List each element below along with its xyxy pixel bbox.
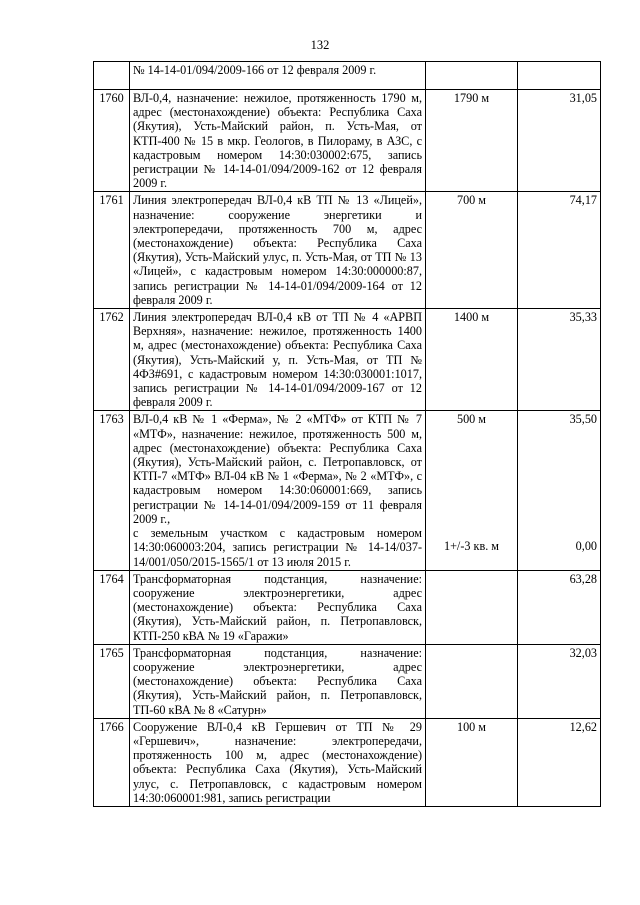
table-row [94, 570, 601, 644]
row-length: 700 м [426, 192, 518, 309]
table-row [94, 192, 601, 309]
row-description: Линия электропередач ВЛ-0,4 кВ от ТП № 4 «АРВП Верхняя», назначение: нежилое, протяженность 1400 м, адрес (местонахождение) объекта: Республика Саха (Якутия), Усть-Майский у, п. Усть-Мая, от ТП № 4ФЗ#691, с кадастровым номером 14:30:030001:1017, запись регистрации № 14-14-01/094/2009-167 от 12 февраля 2009 г. [130, 309, 426, 411]
row-value: 35,33 [518, 309, 601, 411]
row-number: 1762 [94, 309, 130, 411]
row-description: Линия электропередач ВЛ-0,4 кВ ТП № 13 «Лицей», назначение: сооружение энергетики и электропередачи, протяженность 700 м, адрес (местонахождение) объекта: Республика Саха (Якутия), Усть-Майский улус, п. Усть-Мая, от ТП № 13 «Лицей», с кадастровым номером 14:30:000000:87, запись регистрации № 14-14-01/094/2009-164 от 12 февраля 2009 г. [130, 192, 426, 309]
row-value [518, 411, 601, 570]
row-number: 1763 [94, 411, 130, 570]
row-length: 100 м [426, 718, 518, 806]
row-length [426, 570, 518, 644]
row-value [518, 62, 601, 90]
row-number [94, 62, 130, 90]
row-value: 12,62 [518, 718, 601, 806]
table-row [94, 90, 601, 192]
row-value: 63,28 [518, 570, 601, 644]
row-number: 1766 [94, 718, 130, 806]
row-description: ВЛ-0,4, назначение: нежилое, протяженность 1790 м, адрес (местонахождение) объекта: Республика Саха (Якутия), Усть-Майский район, п. Усть-Мая, от КТП-400 № 15 в мкр. Геологов, в Пилораму, в АЗС, с кадастровым номером 14:30:030002:675, запись регистрации № 14-14-01/094/2009-162 от 12 февраля 2009 г. [130, 90, 426, 192]
row-number: 1765 [94, 644, 130, 718]
row-length [426, 411, 518, 570]
row-value: 31,05 [518, 90, 601, 192]
row-length [426, 644, 518, 718]
table-row [94, 62, 601, 90]
table-row [94, 718, 601, 806]
row-description: Сооружение ВЛ-0,4 кВ Гершевич от ТП № 29 «Гершевич», назначение: электропередачи, протяженность 100 м, адрес (местонахождение) объекта: Республика Саха (Якутия), Усть-Майский улус, с. Петропавловск, с кадастровым номером 14:30:060001:981, запись регистрации [130, 718, 426, 806]
row-value-part-1: 35,50 [569, 412, 597, 427]
row-value-part-2: 0,00 [575, 538, 597, 553]
row-number: 1764 [94, 570, 130, 644]
page-number: 132 [310, 38, 330, 52]
registry-table [93, 61, 601, 807]
table-row [94, 309, 601, 411]
row-description: № 14-14-01/094/2009-166 от 12 февраля 2009 г. [130, 62, 426, 90]
row-length: 1790 м [426, 90, 518, 192]
row-description: Трансформаторная подстанция, назначение: сооружение электроэнергетики, адрес (местонахождение) объекта: Республика Саха (Якутия), Усть-Майский район, п. Петропавловск, КТП-250 кВА № 19 «Гаражи» [130, 570, 426, 644]
row-length-part-1: 500 м [456, 412, 487, 427]
row-length-part-2: 1+/-3 кв. м [443, 538, 500, 553]
table-row [94, 411, 601, 570]
row-description-part-2: с земельным участком с кадастровым номером 14:30:060003:204, запись регистрации № 14-14/037-14/001/050/2015-1565/1 от 13 июля 2015 г. [133, 526, 422, 569]
row-length [426, 62, 518, 90]
table-row [94, 644, 601, 718]
row-length: 1400 м [426, 309, 518, 411]
row-description-part-1: ВЛ-0,4 кВ № 1 «Ферма», № 2 «МТФ» от КТП № 7 «МТФ», назначение: нежилое, протяженность 500 м, адрес (местонахождение) объекта: Республика Саха (Якутия), Усть-Майский район, с. Петропавловск, от КТП-7 «МТФ» ВЛ-04 кВ № 1 «Ферма», № 2 «МТФ», с кадастровым номером 14:30:060001:669, запись регистрации № 14-14-01/094/2009-159 от 11 февраля 2009 г., [133, 412, 422, 526]
row-number: 1760 [94, 90, 130, 192]
row-value: 32,03 [518, 644, 601, 718]
row-value: 74,17 [518, 192, 601, 309]
row-description [130, 411, 426, 570]
row-description: Трансформаторная подстанция, назначение: сооружение электроэнергетики, адрес (местонахождение) объекта: Республика Саха (Якутия), Усть-Майский район, п. Петропавловск, ТП-60 кВА № 8 «Сатурн» [130, 644, 426, 718]
row-number: 1761 [94, 192, 130, 309]
